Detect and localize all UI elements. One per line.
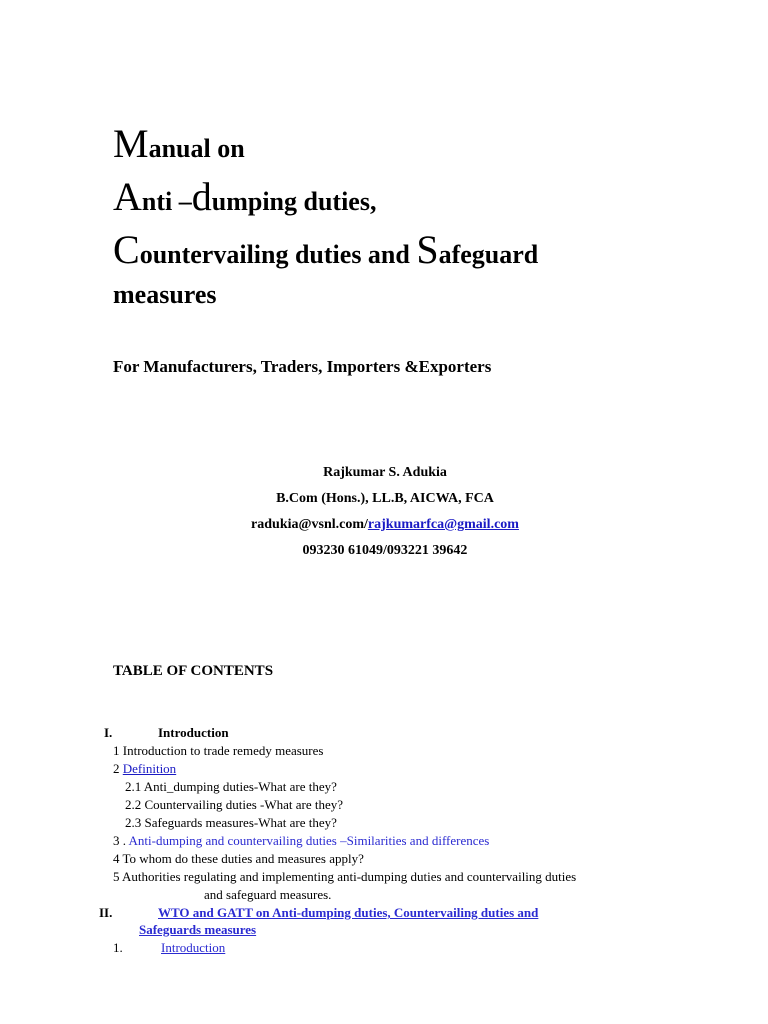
author-email-link[interactable]: rajkumarfca@gmail.com bbox=[367, 517, 519, 532]
toc-link-definition[interactable]: Definition bbox=[122, 761, 177, 776]
toc-heading: TABLE OF CONTENTS bbox=[113, 663, 274, 679]
title-text: umping duties, bbox=[211, 187, 377, 216]
title-text: anual on bbox=[148, 134, 245, 163]
toc-link-introduction[interactable]: Introduction bbox=[161, 940, 226, 955]
toc-link-similarities[interactable]: Anti-dumping and countervailing duties –Similarities and differences bbox=[128, 833, 490, 848]
toc-item: and safeguard measures. bbox=[204, 887, 332, 902]
toc-section-title: Introduction bbox=[158, 725, 229, 740]
title-initial: A bbox=[113, 174, 142, 219]
title-initial: M bbox=[113, 121, 149, 166]
author-name: Rajkumar S. Adukia bbox=[323, 465, 447, 480]
title-initial: S bbox=[416, 227, 439, 272]
toc-item: 4 To whom do these duties and measures apply? bbox=[113, 851, 364, 866]
author-block bbox=[180, 460, 590, 564]
toc-item: 2.3 Safeguards measures-What are they? bbox=[125, 815, 337, 830]
title-text: nti – bbox=[141, 187, 192, 216]
title-line-4: measures bbox=[113, 280, 217, 309]
title-initial: C bbox=[113, 227, 140, 272]
title-text: afeguard bbox=[438, 240, 539, 269]
toc-subsection-number: 1. bbox=[113, 940, 123, 955]
author-email bbox=[180, 512, 590, 538]
title-line-3 bbox=[113, 227, 539, 272]
toc-item-prefix: 3 . bbox=[113, 833, 129, 848]
title-text: ountervailing duties and bbox=[139, 240, 417, 269]
document-subtitle: For Manufacturers, Traders, Importers &Exporters bbox=[113, 357, 492, 376]
toc-section-link[interactable]: WTO and GATT on Anti-dumping duties, Countervailing duties and bbox=[158, 905, 539, 920]
toc-item-prefix: 1 bbox=[113, 743, 123, 758]
toc-section-number: II. bbox=[99, 905, 113, 920]
title-initial: d bbox=[191, 174, 212, 219]
title-line-2 bbox=[113, 174, 377, 219]
toc-section-link[interactable]: Safeguards measures bbox=[139, 922, 257, 937]
toc-item-prefix: 2 bbox=[113, 761, 123, 776]
toc-item: 5 Authorities regulating and implementing anti-dumping duties and countervailing duties bbox=[113, 869, 577, 884]
toc-section-number: I. bbox=[104, 725, 113, 740]
toc-item bbox=[113, 832, 489, 850]
toc-item-text: Introduction to trade remedy measures bbox=[122, 743, 324, 758]
toc-item bbox=[113, 742, 323, 760]
author-qualifications: B.Com (Hons.), LL.B, AICWA, FCA bbox=[276, 491, 494, 506]
author-phone: 093230 61049/093221 39642 bbox=[302, 543, 468, 558]
toc-item: 2.1 Anti_dumping duties-What are they? bbox=[125, 779, 337, 794]
author-email-plain: radukia@vsnl.com/ bbox=[251, 517, 368, 532]
title-line-1 bbox=[113, 121, 245, 166]
toc-item bbox=[113, 760, 176, 778]
toc-item: 2.2 Countervailing duties -What are they? bbox=[125, 797, 344, 812]
